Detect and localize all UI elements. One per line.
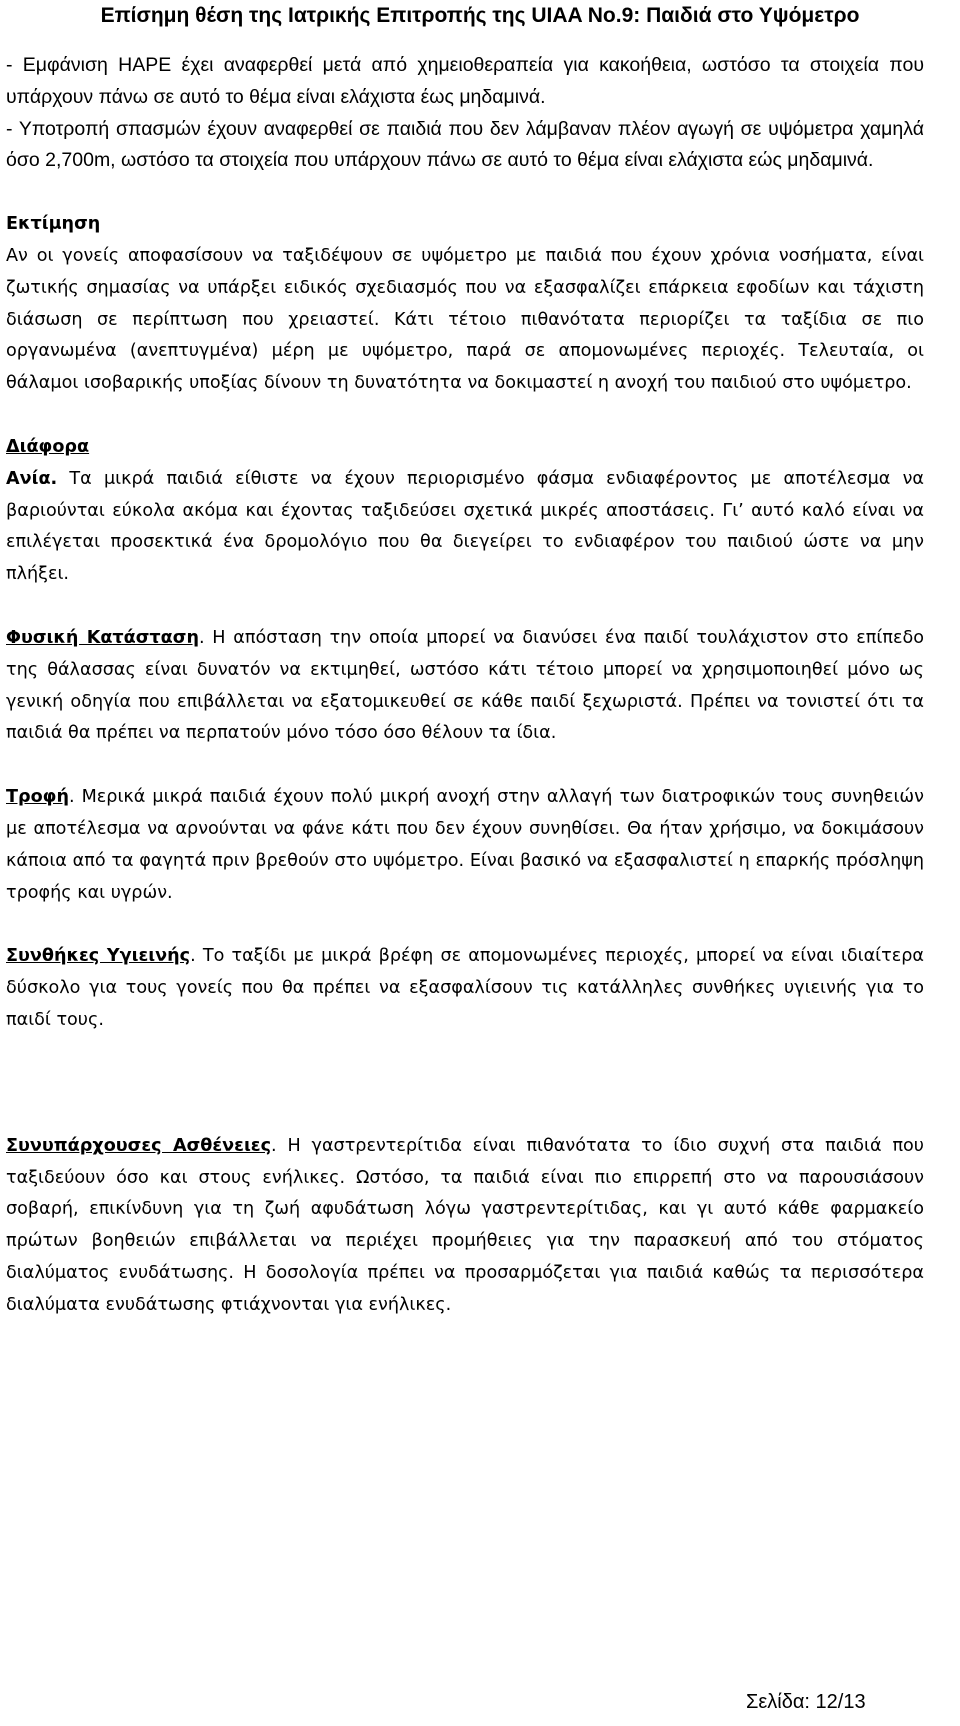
- boredom-lead: Ανία.: [6, 468, 58, 489]
- boredom-paragraph: [6, 464, 924, 591]
- assessment-paragraph: Αν οι γονείς αποφασίσουν να ταξιδέψουν σε υψόμετρο με παιδιά που έχουν χρόνια νοσήματα, είναι ζωτικής σημασίας να υπάρξει ειδικός σχεδιασμός που να εξασφαλίζει επάρκεια εφοδίων και τάχιστη διάσωση σε περίπτωση που χρειαστεί. Κάτι τέτοιο πιθανότατα περιορίζει τα ταξίδια σε πιο οργανωμένα (ανεπτυγμένα) μέρη με υψόμετρο, παρά σε απομονωμένες περιοχές. Τελευταία, οι θάλαμοι ισοβαρικής υποξίας δίνουν τη δυνατότητα να δοκιμαστεί η ανοχή του παιδιού στο υψόμετρο.: [6, 245, 924, 394]
- intro-item-hape: - Εμφάνιση HAPE έχει αναφερθεί μετά από χημειοθεραπεία για κακοήθεια, ωστόσο τα στοιχεία που υπάρχουν πάνω σε αυτό το θέμα είναι ελάχιστα έως μηδαμινά.: [6, 54, 924, 108]
- hygiene-paragraph: [6, 941, 924, 1036]
- food-paragraph: [6, 782, 924, 909]
- fitness-text: . Η απόσταση την οποία μπορεί να διανύσει ένα παιδί τουλάχιστον στο επίπεδο της θάλασσας είναι δυνατόν να εκτιμηθεί, ωστόσο κάτι τέτοιο μπορεί να χρησιμοποιηθεί μόνο ως γενική οδηγία που επιβάλλεται να εξατομικευθεί σε κάθε παιδί ξεχωριστά. Πρέπει να τονιστεί ότι τα παιδιά θα πρέπει να περπατούν μόνο τόσο όσο θέλουν τα ίδια.: [6, 627, 924, 744]
- comorbid-text: . Η γαστρεντερίτιδα είναι πιθανότατα το ίδιο συχνή στα παιδιά που ταξιδεύουν όσο και στους ενήλικες. Ωστόσο, τα παιδιά είναι πιο επιρρεπή στο να παρουσιάσουν σοβαρή, επικίνδυνη για τη ζωή αφυδάτωση λόγω γαστρεντερίτιδας, και γι αυτό κάθε φαρμακείο πρώτων βοηθειών επιβάλλεται να περιέχει προμήθειες για την παρασκευή από του στόματος διαλύματος ενυδάτωσης. Η δοσολογία πρέπει να προσαρμόζεται για παιδιά καθώς τα περισσότερα διαλύματα ενυδάτωσης φτιάχνονται για ενήλικες.: [6, 1135, 924, 1315]
- hygiene-lead: Συνθήκες Υγιεινής: [6, 946, 191, 967]
- document-body: [6, 50, 924, 1322]
- hygiene-text: . Το ταξίδι με μικρά βρέφη σε απομονωμένες περιοχές, μπορεί να είναι ιδιαίτερα δύσκολο για τους γονείς που θα πρέπει να εξασφαλίσουν τις κατάλληλες συνθήκες υγιεινής για το παιδί τους.: [6, 946, 924, 1030]
- food-lead: Τροφή: [6, 787, 69, 808]
- boredom-text: Τα μικρά παιδιά είθιστε να έχουν περιορισμένο φάσμα ενδιαφέροντος με αποτέλεσμα να βαριούνται εύκολα ακόμα και έχοντας ταξιδεύσει σχετικά μικρές αποστάσεις. Γι’ αυτό καλό είναι να επιλέγεται προσεκτικά ένα δρομολόγιο που θα διεγείρει το ενδιαφέρον του παιδιού ώστε να μην πλήξει.: [6, 468, 924, 585]
- comorbid-lead: Συνυπάρχουσες Ασθένειες: [6, 1135, 272, 1156]
- intro-item-seizures: - Υποτροπή σπασμών έχουν αναφερθεί σε παιδιά που δεν λάμβαναν πλέον αγωγή σε υψόμετρα χαμηλά όσο 2,700m, ωστόσο τα στοιχεία που υπάρχουν πάνω σε αυτό το θέμα είναι ελάχιστα εώς μηδαμινά.: [6, 117, 924, 172]
- page-header-title: Επίσημη θέση της Ιατρικής Επιτροπής της UIAA No.9: Παιδιά στο Υψόμετρο: [100, 4, 860, 27]
- fitness-paragraph: [6, 623, 924, 750]
- section-heading-assessment: Εκτίμηση: [6, 214, 101, 235]
- page-number: Σελίδα: 12/13: [746, 1691, 866, 1713]
- food-text: . Μερικά μικρά παιδιά έχουν πολύ μικρή ανοχή στην αλλαγή των διατροφικών τους συνηθειών με αποτέλεσμα να αρνούνται να φάνε κάτι που δεν έχουν συνηθίσει. Θα ήταν χρήσιμο, να δοκιμάσουν κάποια από τα φαγητά πριν βρεθούν στο υψόμετρο. Είναι βασικό να εξασφαλιστεί η επαρκής πρόσληψη τροφής και υγρών.: [6, 787, 924, 903]
- fitness-lead: Φυσική Κατάσταση: [6, 627, 199, 648]
- comorbid-paragraph: [6, 1131, 924, 1322]
- section-heading-misc: Διάφορα: [6, 436, 90, 457]
